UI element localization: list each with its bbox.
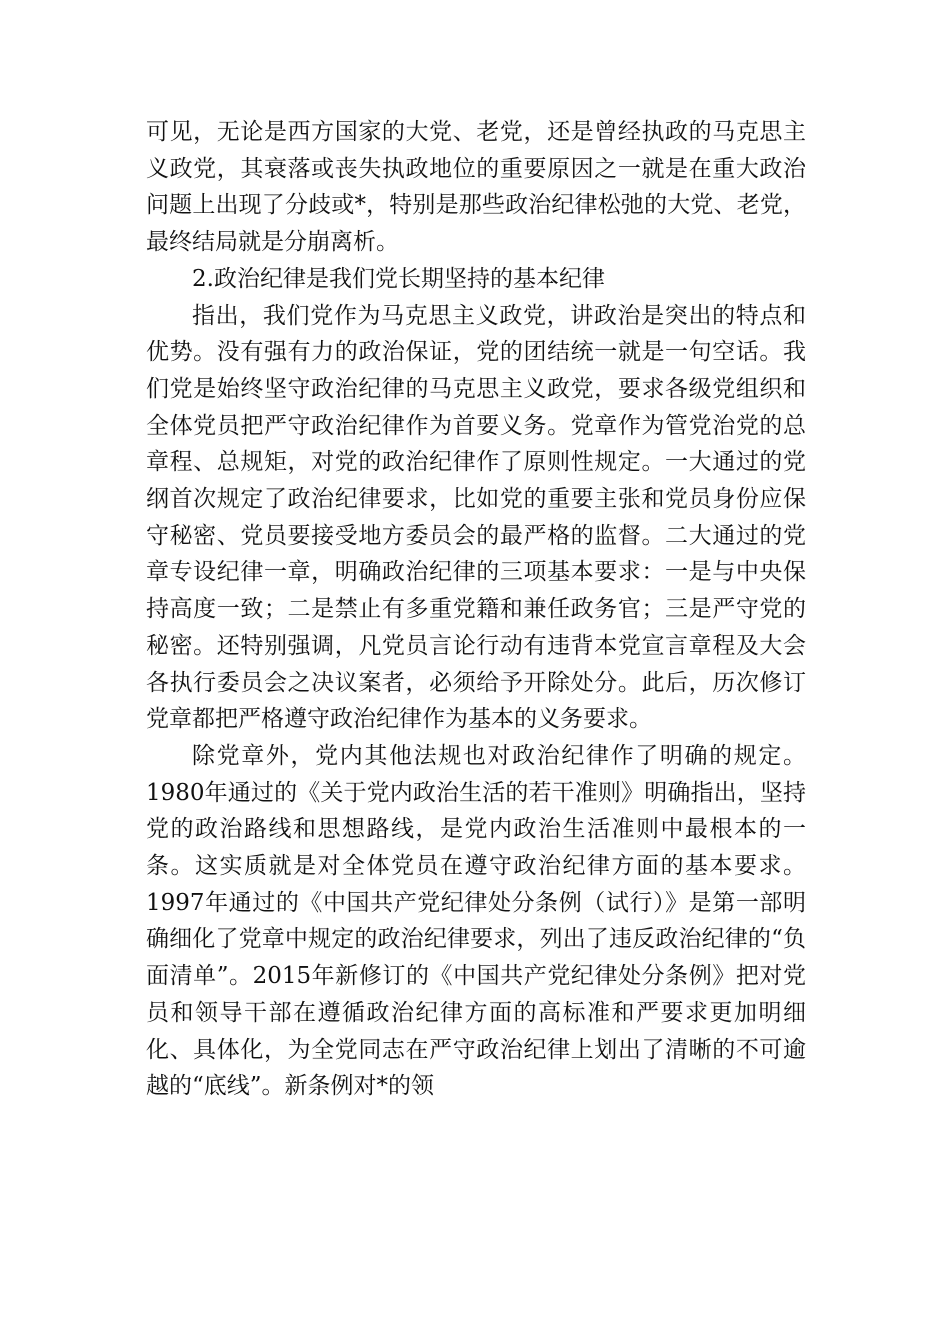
section-heading: 2.政治纪律是我们党长期坚持的基本纪律 xyxy=(192,265,605,292)
paragraph-continuation: 可见，无论是西方国家的大党、老党，还是曾经执政的马克思主义政党，其衰落或丧失执政地位的重要原因之一就是在重大政治问题上出现了分歧或*，特别是那些政治纪律松弛的大党、老党，最终结局就是分崩离析。 xyxy=(146,119,806,256)
document-body xyxy=(146,114,806,1105)
paragraph-political-discipline: 指出，我们党作为马克思主义政党，讲政治是突出的特点和优势。没有强有力的政治保证，党的团结统一就是一句空话。我们党是始终坚守政治纪律的马克思主义政党，要求各级党组织和全体党员把严守政治纪律作为首要义务。党章作为管党治党的总章程、总规矩，对党的政治纪律作了原则性规定。一大通过的党纲首次规定了政治纪律要求，比如党的重要主张和党员身份应保守秘密、党员要接受地方委员会的最严格的监督。二大通过的党章专设纪律一章，明确政治纪律的三项基本要求：一是与中央保持高度一致；二是禁止有多重党籍和兼任政务官；三是严守党的秘密。还特别强调，凡党员言论行动有违背本党宣言章程及大会各执行委员会之决议案者，必须给予开除处分。此后，历次修订党章都把严格遵守政治纪律作为基本的义务要求。 xyxy=(146,302,806,733)
paragraph-party-regulations: 除党章外，党内其他法规也对政治纪律作了明确的规定。1980年通过的《关于党内政治生活的若干准则》明确指出，坚持党的政治路线和思想路线，是党内政治生活准则中最根本的一条。这实质就是对全体党员在遵守政治纪律方面的基本要求。1997年通过的《中国共产党纪律处分条例（试行）》是第一部明确细化了党章中规定的政治纪律要求，列出了违反政治纪律的“负面清单”。2015年新修订的《中国共产党纪律处分条例》把对党员和领导干部在遵循政治纪律方面的高标准和严要求更加明细化、具体化，为全党同志在严守政治纪律上划出了清晰的不可逾越的“底线”。新条例对*的领 xyxy=(146,742,806,1100)
